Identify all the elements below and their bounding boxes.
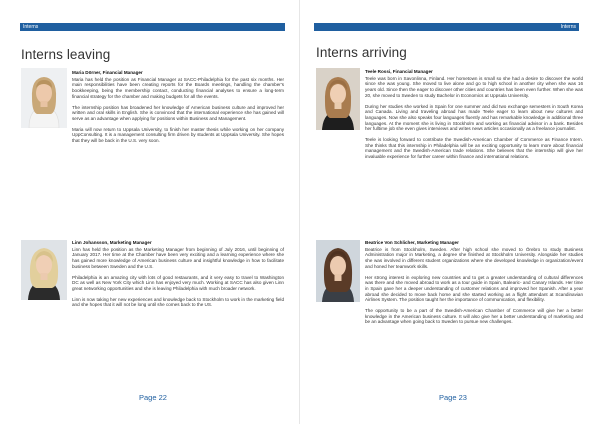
- page-number: Page 22: [139, 393, 167, 402]
- profile-name: Linn Johansson, Marketing Manager: [72, 240, 152, 245]
- profile-paragraph: Beatrice is from Stockholm, Sweden. After high school she moved to Örebro to study Business Administration major in Marketing, a degree she finished at Stockholm University. Alongside her studies she was involved in different student organizations where she developed knowledge in organization/event and honed her teamwork skills.: [365, 246, 583, 269]
- profile-paragraph: Teele is looking forward to contribute the Swedish-American Chamber of Commerce as Finance Intern. She thinks that this internship in Philadelphia will be an exciting opportunity to learn more about financial management and the Swedish-American trade relations. She believes that the internship will give her invaluable experience for further career within finance and international relations.: [365, 137, 583, 160]
- profile-paragraph: Her strong interest in exploring new countries and to get a greater understanding of cultural differences was there and she moved abroad to work as a tour guide in Spain, Balearic- and Canary Islands. Her time in Spain gave her a deeper understanding of customer relations and improved her Spanish. After a year abroad she decided to move back home and she started working as a flight attendant at Scandinavian Airlines System. The position taught her the importance of communication, and flexibility.: [365, 274, 583, 303]
- portrait-photo-linn: [21, 240, 67, 300]
- page-right: [300, 0, 600, 424]
- section-header-bar: [314, 23, 579, 31]
- profile-paragraph: Linn has held the position as the Marketing Manager from beginning of July 2016, until beginning of January 2017. Her time at the Chamber have been very exciting and a learning experience where she has gained more knowledge of American business culture and insightful knowledge in how to facilitate business between Sweden and the U.S.: [72, 246, 284, 269]
- profile-paragraph: Maria has held the position as Financial Manager at SACC-Philadelphia for the past six months. Her main responsibilities have been creating reports for the Boards meetings, handling the chamber's bookkeeping, being the membership contact, conducting financial analyses to ensure a long-term financial strategy for the chamber and making budgets for all the events.: [72, 76, 284, 99]
- page-number: Page 23: [439, 393, 467, 402]
- profile-paragraph: The opportunity to be a part of the Swedish-American Chamber of Commerce will give her a better knowledge in the American business culture. It will also give her a better understanding of marketing and be an advantage when going back to Sweden to pursue new challenges.: [365, 308, 583, 325]
- portrait-photo-maria: [21, 68, 67, 128]
- profile-paragraph: Linn is now taking her new experiences and knowledge back to Stockholm to work in the marketing field and she hopes that it will not be long until she comes back to the US.: [72, 296, 284, 308]
- profile-maria: [72, 70, 284, 149]
- profile-paragraph: During her studies she worked in Spain for one summer and did two exchange semesters in South Korea and Canada. Living and traveling abroad has made Teele eager to learn about new cultures and languages. Now she also speaks four languages fluently and has remarkable knowledge in additional three languages. At the moment she is living in Stockholm and working as financial advisor in a bank. Besides her fulltime job she even gives interviews and writes news articles occasionally as a freelance journalist.: [365, 103, 583, 132]
- page-heading: Interns leaving: [21, 47, 111, 62]
- profile-beatrice: [365, 240, 583, 330]
- profile-teele: [365, 69, 583, 165]
- section-header-bar: [20, 23, 285, 31]
- profile-paragraph: Teele was born in Savonlinna, Finland. Her hometown is small so she had a desire to discover the world since she was young. She moved to live alone and go to high school in another city when she was 16 years old. Since then the eager to discover other cities and countries has been even further. When she was 20, she moved to Sweden to study Bachelor in Economics at Uppsala University.: [365, 75, 583, 98]
- profile-linn: [72, 240, 284, 313]
- portrait-photo-beatrice: [316, 240, 360, 302]
- page-heading: Interns arriving: [316, 45, 407, 60]
- profile-name: Teele Rossi, Financial Manager: [365, 69, 433, 74]
- profile-name: Beatrice Von Schlicher, Marketing Manager: [365, 240, 459, 245]
- section-label: Interns: [23, 24, 39, 30]
- profile-paragraph: Philadelphia is an amazing city with lots of good restaurants, and it very easy to travel to Washington DC as well as New York City which Linn has enjoyed very much. Working at SACC has also given Linn great networking opportunities and she is leaving Philadelphia with much broader network.: [72, 274, 284, 291]
- profile-paragraph: The internship position has broadened her knowledge of American business culture and improved her written and oral skills in English. She is convinced that the international experience she has gained will serve as an advantage when applying for positions within Business and Management.: [72, 104, 284, 121]
- section-label: Interns: [560, 24, 576, 30]
- profile-name: Maria Dörner, Financial Manager: [72, 70, 143, 75]
- profile-paragraph: Maria will now return to Uppsala University, to finish her master thesis while working on her company UppConsulting. It is a management consulting firm driven by students at Uppsala University. She hopes that they will be back in the U.S. very soon.: [72, 126, 284, 144]
- portrait-photo-teele: [316, 68, 360, 130]
